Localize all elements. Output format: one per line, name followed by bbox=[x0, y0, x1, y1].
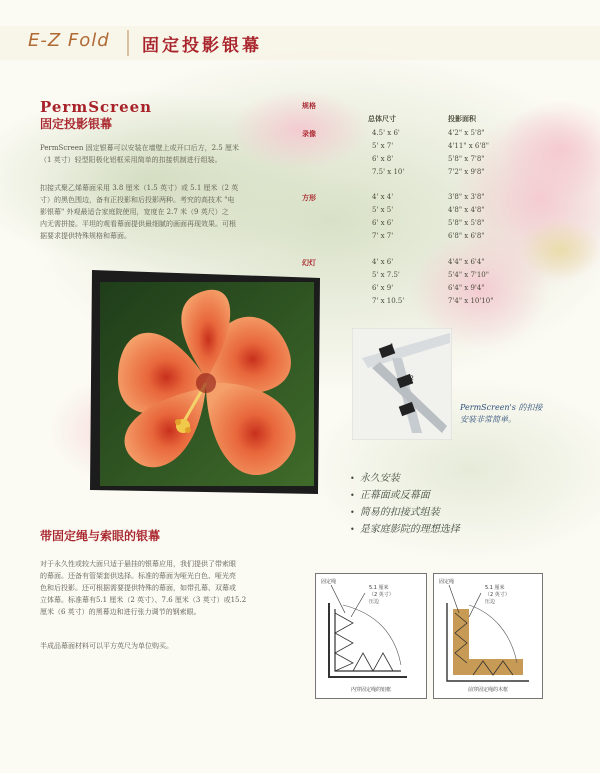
product-name-cn: 固定投影银幕 bbox=[40, 117, 113, 131]
product-name-en: PermScreen bbox=[40, 98, 153, 116]
spec-cell: 6' x 8' bbox=[372, 155, 394, 163]
spec-col-total: 总体尺寸 bbox=[368, 114, 396, 123]
spec-cell: 6'4" x 9'4" bbox=[448, 284, 485, 292]
feature-item: • 永久安装 bbox=[350, 473, 400, 484]
spec-cell: 5'4" x 7'10" bbox=[448, 271, 489, 279]
bullet-icon: • bbox=[350, 508, 360, 517]
intro-paragraph-2: 扣接式聚乙烯幕面采用 3.8 厘米（1.5 英寸）或 5.1 厘米（2 英 寸）的黑色围边，备有正投影和后投影两种。考究的高技术 "电 影银幕" 外观最适合家庭院使用，宽度在 2.7 米（9 英尺）之 内无需拼接。平坦的观看幕面提供最细腻的画面再现效果。可根 据要求提供特殊规格和幕面。 bbox=[40, 184, 239, 240]
feature-item: • 简易的扣接式组装 bbox=[350, 507, 440, 518]
section-note: 半成品幕面材料可以平方英尺为单位购买。 bbox=[40, 642, 173, 650]
detail-label-3: 3 bbox=[410, 407, 414, 414]
spec-cell: 5'8" x 7'8" bbox=[448, 155, 485, 163]
spec-cell: 7'2" x 9'8" bbox=[448, 168, 485, 176]
spec-cell: 7'4" x 10'10" bbox=[448, 297, 494, 305]
diagram-caption: 内穿固定绳的铝框 bbox=[350, 687, 392, 693]
spec-group-square: 方形 bbox=[302, 193, 316, 202]
diagram-label-side: 压边 bbox=[369, 599, 380, 605]
section-title: 带固定绳与索眼的银幕 bbox=[40, 529, 161, 543]
bullet-icon: • bbox=[350, 474, 360, 483]
spec-group-video: 录像 bbox=[302, 129, 316, 138]
spec-cell: 3'8" x 3'8" bbox=[448, 193, 485, 201]
feature-item: • 是家庭影院的理想选择 bbox=[350, 524, 460, 535]
spec-cell: 7' x 7' bbox=[372, 232, 394, 240]
spec-cell: 7' x 10.5' bbox=[372, 297, 405, 305]
diagram-label-side: 5.1 厘米 bbox=[485, 585, 505, 591]
bullet-icon: • bbox=[350, 525, 360, 534]
diagram-label-side: （2 英寸） bbox=[485, 592, 510, 598]
spec-cell: 6'8" x 6'8" bbox=[448, 232, 485, 240]
spec-label: 规格 bbox=[302, 101, 316, 110]
page-title: 固定投影银幕 bbox=[142, 36, 262, 56]
spec-cell: 4' x 4' bbox=[372, 193, 394, 201]
brand-logo: E-Z Fold bbox=[28, 30, 110, 51]
spec-cell: 4'8" x 4'8" bbox=[448, 206, 485, 214]
section-paragraph: 对于永久性或较大面只适于悬挂的银幕应用，我们提供了带索眼 的幕面。还备有管架套供选择。标准的幕面为哑光白色、哑光亮 色和后投影。还可根据需要提供特殊的幕面，如带孔幕、双幕或 立体幕。标准幕有5.1 厘米（2 英寸）、7.6 厘米（3 英寸）或15.2 厘米（6 英寸）的黑幕边和进行张力调节的钢索眼。 bbox=[40, 560, 247, 616]
diagram-label-side: （2 英寸） bbox=[369, 592, 394, 598]
spec-cell: 4'2" x 5'8" bbox=[448, 129, 485, 137]
spec-cell: 6' x 6' bbox=[372, 219, 394, 227]
feature-list bbox=[350, 466, 460, 534]
diagram-label-top: 固定绳 bbox=[439, 579, 455, 585]
spec-cell: 5'8" x 5'8" bbox=[448, 219, 485, 227]
detail-label-1: 1 bbox=[390, 343, 394, 350]
spec-group-slide: 幻灯 bbox=[302, 258, 316, 267]
spec-cell: 4.5' x 6' bbox=[372, 129, 400, 137]
snap-detail-photo bbox=[352, 328, 452, 440]
diagram-label-top: 固定绳 bbox=[321, 579, 337, 585]
spec-cell: 5' x 7.5' bbox=[372, 271, 400, 279]
diagram-label-side: 压边 bbox=[485, 599, 496, 605]
spec-cell: 5' x 7' bbox=[372, 142, 394, 150]
spec-cell: 4' x 6' bbox=[372, 258, 394, 266]
spec-cell: 6' x 9' bbox=[372, 284, 394, 292]
bullet-icon: • bbox=[350, 491, 360, 500]
spec-cell: 7.5' x 10' bbox=[372, 168, 405, 176]
spec-col-view: 投影面积 bbox=[448, 114, 476, 123]
spec-cell: 5' x 5' bbox=[372, 206, 394, 214]
spec-cell: 4'11" x 6'8" bbox=[448, 142, 489, 150]
intro-paragraph-1: PermScreen 固定银幕可以安装在墙壁上或开口后方，2.5 厘米 （1 英寸）轻型阳极化铝框采用简单的扣接机制进行组装。 bbox=[40, 144, 239, 164]
diagram-caption: 前穿固定绳的木框 bbox=[467, 687, 509, 693]
detail-label-2: 2 bbox=[410, 375, 414, 382]
diagram-label-side: 5.1 厘米 bbox=[369, 585, 389, 591]
detail-caption: PermScreen's 的扣接 安装非常简单。 bbox=[460, 403, 543, 424]
diagram-aluminum-frame bbox=[315, 573, 427, 699]
diagram-wood-frame bbox=[433, 573, 543, 699]
feature-item: • 正幕面或反幕面 bbox=[350, 490, 430, 501]
screen-photo bbox=[88, 268, 324, 500]
spec-cell: 4'4" x 6'4" bbox=[448, 258, 485, 266]
